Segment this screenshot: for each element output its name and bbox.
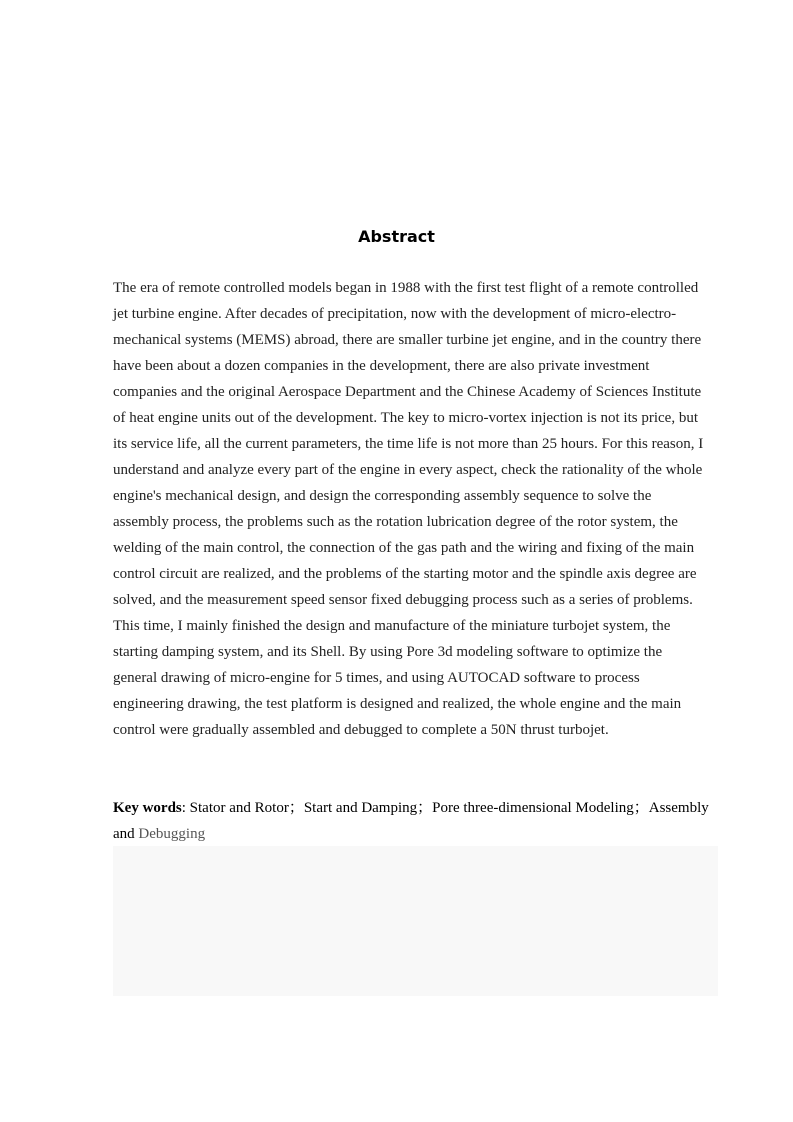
keywords-last-item: Debugging bbox=[138, 826, 206, 842]
keywords-items: Stator and Rotor；Start and Damping；Pore three-dimensional Modeling；Assembly and bbox=[113, 800, 709, 842]
abstract-heading: Abstract bbox=[358, 227, 435, 246]
keywords-label: Key words bbox=[113, 800, 182, 816]
keywords-line bbox=[113, 795, 713, 847]
blank-placeholder-block bbox=[113, 846, 718, 996]
abstract-text: The era of remote controlled models began in 1988 with the first test flight of a remote controlled jet turbine engine. After decades of precipitation, now with the development of micro-electro-mechanical systems (MEMS) abroad, there are smaller turbine jet engine, and in the country there have been about a dozen companies in the development, there are also private investment companies and the original Aerospace Department and the Chinese Academy of Sciences Institute of heat engine units out of the development. The key to micro-vortex injection is not its price, but its service life, all the current parameters, the time life is not more than 25 hours. For this reason, I understand and analyze every part of the engine in every aspect, check the rationality of the whole engine's mechanical design, and design the corresponding assembly sequence to solve the assembly process, the problems such as the rotation lubrication degree of the rotor system, the welding of the main control, the connection of the gas path and the wiring and fixing of the main control circuit are realized, and the problems of the starting motor and the spindle axis degree are solved, and the measurement speed sensor fixed debugging process such as a series of problems. This time, I mainly finished the design and manufacture of the miniature turbojet system, the starting damping system, and its Shell. By using Pore 3d modeling software to optimize the general drawing of micro-engine for 5 times, and using AUTOCAD software to process engineering drawing, the test platform is designed and realized, the whole engine and the main control were gradually assembled and debugged to complete a 50N thrust turbojet. bbox=[113, 280, 704, 738]
keywords-separator: : bbox=[181, 800, 190, 816]
